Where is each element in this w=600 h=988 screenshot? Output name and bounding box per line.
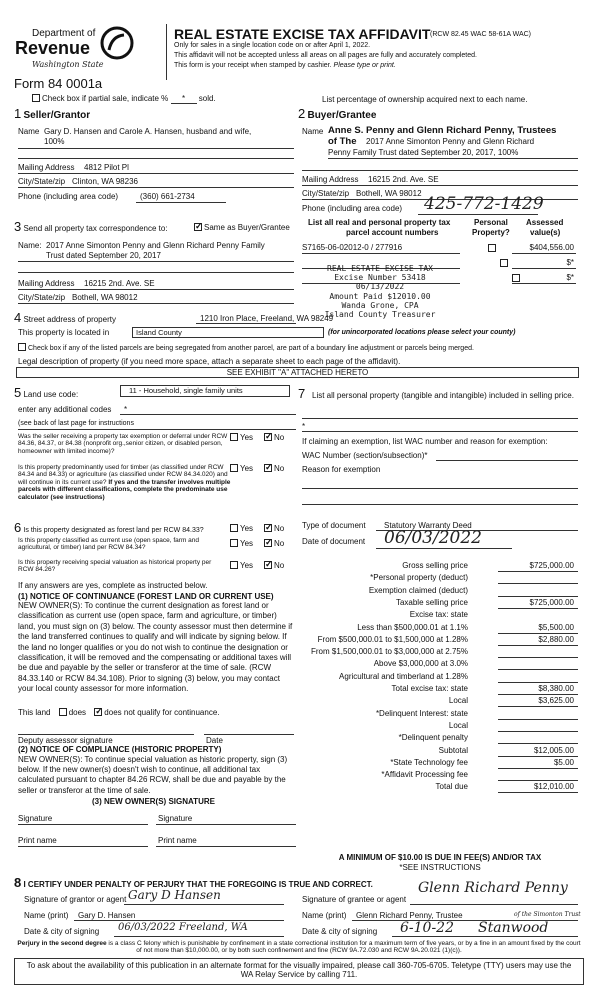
yes-checkbox[interactable] <box>230 561 238 569</box>
tax-row-label: Local <box>448 696 468 706</box>
stamp-line: Amount Paid $12010.00 <box>329 291 431 301</box>
continuance-row: This land does ✓ does not qualify for continuance. <box>18 708 219 717</box>
stamp-line: Wanda Grone, CPA <box>341 300 419 310</box>
tax-row-label: Total due <box>435 782 468 792</box>
accessibility-note: To ask about the availability of this publication in an alternate format for the visually impaired, please call 360-705-6705. Teletype (TTY) users may use the WA Relay Service by calling 711. <box>26 961 572 980</box>
doc-date-label: Date of document <box>302 537 366 546</box>
parcel-assess-2: value(s) <box>530 228 561 237</box>
corr-same: ✓ Same as Buyer/Grantee <box>194 223 290 232</box>
tax-row-label: *State Technology fee <box>390 757 468 767</box>
sec6-p1: NEW OWNER(S): To continue the current designation as forest land or classification as current use (open space, farm and agriculture, or timber) land, you must sign on (3) below. The county assessor must then determine if the land transferred continues to qualify and will indicate by signing below. If the land no longer qualifies or you do not wish to continue the designation or classification, it will be removed and the compensating or additional taxes will be due and payable by the seller or transferor at the time of sale. (RCW 84.33.140 or RCW 84.34.108). Prior to signing (3) below, you may contact your local county assessor for more information. <box>18 601 293 694</box>
dept-sub: Washington State <box>32 60 104 69</box>
no-checkbox[interactable] <box>264 433 272 441</box>
grantee-date[interactable]: 6-10-22 <box>400 920 454 936</box>
no-checkbox[interactable] <box>264 561 272 569</box>
yes-checkbox[interactable] <box>230 464 238 472</box>
sec6-q3: Is this property receiving special valuation as historical property per RCW 84.26? <box>18 559 212 574</box>
segregate-note: Check box if any of the listed parcels are being segregated from another parcel, are part of a boundary line adjustment or parcels being merged. <box>18 343 474 352</box>
tax-row-value[interactable]: $725,000.00 <box>529 597 574 607</box>
assessed-value[interactable]: $404,556.00 <box>529 243 574 252</box>
tax-row-label: *Personal property (deduct) <box>370 573 468 583</box>
seller-mail[interactable]: 4812 Pilot Pl <box>84 163 129 172</box>
pct-note: List percentage of ownership acquired next to each name. <box>322 95 528 104</box>
wac-number[interactable]: * <box>424 451 428 460</box>
grantee-trust[interactable]: of the Simonton Trust <box>514 911 581 918</box>
sec6-q1-yes: Yes <box>230 524 253 533</box>
grantee-name[interactable]: Glenn Richard Penny, Trustee <box>356 911 463 920</box>
dept-top: Department of <box>32 28 96 39</box>
grantor-sig-label: Signature of grantor or agent <box>24 895 127 904</box>
sec6-q1-no: ✓ No <box>264 524 284 533</box>
buyer-mail[interactable]: 16215 2nd. Ave. SE <box>368 175 439 184</box>
tax-row-label: Local <box>448 720 468 730</box>
personal-property[interactable]: * <box>302 422 306 431</box>
form-title: REAL ESTATE EXCISE TAX AFFIDAVIT <box>174 26 431 42</box>
parcel-pers-2: Property? <box>472 228 510 237</box>
grantee-signature[interactable]: Glenn Richard Penny <box>418 880 568 896</box>
tax-row-label: *Affidavit Processing fee <box>381 770 468 780</box>
perjury-note: Perjury in the second degree is a class C felony which is punishable by confinement in a state correctional institution for a maximum term of five years, or by a fine in an amount fixed by the court of not more than $10,000.00, or by both such confinement and fine (RCW 9A.72.030 and RCW 9A.20.021 (1)(c)). <box>17 940 581 955</box>
see-instructions: (see back of last page for instructions <box>18 420 134 427</box>
tax-row-label: Taxable selling price <box>395 597 468 607</box>
buyer-name-3[interactable]: Penny Family Trust dated September 20, 2017, 100% <box>328 148 519 157</box>
form-note-2: This affidavit will not be accepted unless all areas on all pages are fully and accurately completed. <box>174 52 477 59</box>
grantor-date[interactable]: 06/03/2022 Freeland, WA <box>118 922 248 933</box>
form-number: Form 84 0001a <box>14 76 103 91</box>
sec6-h2: (2) NOTICE OF COMPLIANCE (HISTORIC PROPERTY) <box>18 745 222 754</box>
same-as-buyer-checkbox[interactable] <box>194 223 202 231</box>
seller-section: 1 Seller/Grantor <box>14 106 91 121</box>
grantee-date-label: Date & city of signing <box>302 927 378 936</box>
cert-title: 8 I CERTIFY UNDER PENALTY OF PERJURY THAT THE FOREGOING IS TRUE AND CORRECT. <box>14 875 373 890</box>
seller-mail-label: Mailing Address <box>18 163 75 172</box>
stamp-line: REAL ESTATE EXCISE TAX <box>327 264 433 273</box>
doc-type-label: Type of document <box>302 521 366 530</box>
stamp-line: Island County Treasurer <box>324 310 436 320</box>
q-timber: Is this property predominantly used for timber (as classified under RCW 84.34 and 84.33) or agriculture (as classified under RCW 84.34.020) and will continue in its current use? If yes and the transfer involves multiple parcels with different classifications, complete the predominate use calculator (see instructions) <box>18 464 231 501</box>
sec6-q1: 6 Is this property designated as forest land per RCW 84.33? <box>14 520 204 535</box>
street-address[interactable]: 1210 Iron Place, Freeland, WA 98249 <box>200 314 334 323</box>
buyer-name-1[interactable]: Anne S. Penny and Glenn Richard Penny, Trustees <box>328 125 557 136</box>
location-note: (for unincorporated locations please select your county) <box>328 329 516 336</box>
reason-label: Reason for exemption <box>302 465 381 474</box>
stamp-line: 06/13/2022 <box>355 282 405 292</box>
seller-city-label: City/State/zip <box>18 177 66 186</box>
seller-city[interactable]: Clinton, WA 98236 <box>72 177 138 186</box>
sec6-q3-no: ✓ No <box>264 561 284 570</box>
yes-checkbox[interactable] <box>230 433 238 441</box>
sec6-h3: (3) NEW OWNER(S) SIGNATURE <box>92 797 215 806</box>
addl-codes[interactable]: * <box>124 405 128 414</box>
q-timber-no: ✓ No <box>264 464 284 473</box>
corr-mail-label: Mailing Address <box>18 279 75 288</box>
q-exemption: Was the seller receiving a property tax exemption or deferral under RCW 84.36, 84.37, or 84.38 (nonprofit org.,senior citizen, or disabled person, homeowner with limited income)? <box>18 433 228 455</box>
grantee-city[interactable]: Stanwood <box>478 920 549 936</box>
tax-row-label: Agricultural and timberland at 1.28% <box>339 671 468 681</box>
grantor-date-label: Date & city of signing <box>24 927 100 936</box>
tax-row-label: Less than $500,000.01 at 1.1% <box>357 622 468 632</box>
parcel-head-1: List all real and personal property tax <box>308 218 451 227</box>
tax-row-label: Excise tax: state <box>409 610 468 620</box>
corr-name-1[interactable]: 2017 Anne Simonton Penny and Glenn Richard Penny Family <box>46 241 265 250</box>
partial-sale: Check box if partial sale, indicate % * sold. <box>32 94 216 104</box>
buyer-section: 2 Buyer/Grantee <box>298 106 377 121</box>
dept-name: Revenue <box>15 38 91 58</box>
assessed-value[interactable]: $* <box>566 258 574 267</box>
seller-name-2[interactable]: 100% <box>44 137 65 146</box>
tax-row-label: *Delinquent Interest: state <box>375 708 468 718</box>
no-checkbox[interactable] <box>264 464 272 472</box>
grantor-name[interactable]: Gary D. Hansen <box>78 911 136 920</box>
grantor-signature[interactable]: Gary D Hansen <box>128 888 221 902</box>
parcel-pers-1: Personal <box>474 218 508 227</box>
minimum-note: A MINIMUM OF $10.00 IS DUE IN FEE(S) AND/OR TAX <box>338 853 542 862</box>
seller-phone-label: Phone (including area code) <box>18 192 119 201</box>
tax-row-value[interactable]: $3,625.00 <box>538 696 574 706</box>
corr-city[interactable]: Bothell, WA 98012 <box>72 293 138 302</box>
owner-print-label: Print name <box>158 836 197 845</box>
form-note-3: This form is your receipt when stamped by cashier. Please type or print. <box>174 62 396 69</box>
grantee-sig-label: Signature of grantee or agent <box>302 895 407 904</box>
partial-pct[interactable]: * <box>171 94 197 104</box>
sec6-ifany: If any answers are yes, complete as instructed below. <box>18 581 208 590</box>
form-rcw: (RCW 82.45 WAC 58-61A WAC) <box>430 31 532 38</box>
street-section: 4 Street address of property <box>14 310 116 325</box>
buyer-city-label: City/State/zip <box>302 189 350 198</box>
tax-row-label: From $1,500,000.01 to $3,000,000 at 2.75% <box>310 647 468 657</box>
parcel-head-2: parcel account numbers <box>346 228 439 237</box>
parcel-row[interactable]: S7165-06-02012-0 / 277916 <box>302 243 403 252</box>
sec7: 7 <box>298 386 306 401</box>
location-label: This property is located in <box>18 328 110 337</box>
no-checkbox[interactable] <box>264 539 272 547</box>
q-timber-yes: Yes <box>230 464 253 473</box>
land-use-select[interactable]: 11 - Household, single family units <box>120 385 290 397</box>
q-exemption-yes: Yes <box>230 433 253 442</box>
sec6-p2: NEW OWNER(S): To continue special valuation as historic property, sign (3) below. If the new owner(s) doesn't wish to continue, all additional tax calculated pursuant to chapter 84.26 RCW, shall be due and payable by the seller or transferor at the time of sale. <box>18 755 288 795</box>
tax-row-label: Above $3,000,000 at 3.0% <box>373 659 468 669</box>
legal-description-text: SEE EXHIBIT "A" ATTACHED HERETO <box>226 368 369 377</box>
corr-section: 3 Send all property tax correspondence to: <box>14 219 168 234</box>
sec6-q2-yes: Yes <box>230 539 253 548</box>
personal-property-checkbox[interactable] <box>500 259 508 267</box>
form-note-1: Only for sales in a single location code on or after April 1, 2022. <box>174 42 371 49</box>
minimum-see: *SEE INSTRUCTIONS <box>399 863 481 872</box>
wac-label: WAC Number (section/subsection)* <box>302 451 428 460</box>
buyer-name-2[interactable]: 2017 Anne Simonton Penny and Glenn Richard <box>366 137 535 146</box>
yes-checkbox[interactable] <box>230 539 238 547</box>
sec6-q2-no: ✓ No <box>264 539 284 548</box>
does-not-checkbox[interactable] <box>94 708 102 716</box>
buyer-city[interactable]: Bothell, WA 98012 <box>356 189 422 198</box>
revenue-logo-icon <box>100 26 134 60</box>
exemption-label: If claiming an exemption, list WAC number and reason for exemption: <box>302 437 548 446</box>
partial-sale-checkbox[interactable] <box>32 94 40 102</box>
tax-row-label: Subtotal <box>438 745 468 755</box>
yes-checkbox[interactable] <box>230 524 238 532</box>
tax-row-value[interactable]: $725,000.00 <box>529 561 574 570</box>
land-section: 5 Land use code: <box>14 385 79 400</box>
buyer-name-label: Name <box>302 127 324 136</box>
tax-row-label: From $500,000.01 to $1,500,000 at 1.28% <box>317 634 468 644</box>
tax-row-value[interactable]: $2,880.00 <box>538 634 574 644</box>
buyer-name-2b: of The <box>328 136 357 147</box>
q-exemption-no: ✓ No <box>264 433 284 442</box>
treasurer-stamp <box>302 264 458 319</box>
owner-print-label: Print name <box>18 836 57 845</box>
doc-date[interactable]: 06/03/2022 <box>384 528 482 548</box>
legal-description-label: Legal description of property (if you need more space, attach a separate sheet to each page of the affidavit). <box>18 357 401 366</box>
deputy-date-label: Date <box>206 736 223 745</box>
grantor-name-label: Name (print) <box>24 911 69 920</box>
sec7-label: List all personal property (tangible and intangible) included in selling price. <box>312 391 574 400</box>
stamp-line: Excise Number 53418 <box>334 273 426 283</box>
corr-mail[interactable]: 16215 2nd. Ave. SE <box>84 279 155 288</box>
tax-row-label: *Delinquent penalty <box>398 733 468 743</box>
segregate-checkbox[interactable] <box>18 343 26 351</box>
grantee-name-label: Name (print) <box>302 911 347 920</box>
seller-name[interactable]: Gary D. Hansen and Carole A. Hansen, husband and wife, <box>44 127 252 136</box>
corr-name-2[interactable]: Trust dated September 20, 2017 <box>46 251 161 260</box>
corr-city-label: City/State/zip <box>18 293 66 302</box>
buyer-phone[interactable]: 425-772-1429 <box>424 194 544 214</box>
corr-name-label: Name: <box>18 241 42 250</box>
buyer-phone-label: Phone (including area code) <box>302 204 403 213</box>
tax-row-label: Gross selling price <box>402 561 468 570</box>
tax-row-value[interactable]: $8,380.00 <box>538 684 574 693</box>
parcel-assess-1: Assessed <box>526 218 564 227</box>
tax-row-value[interactable]: $5.00 <box>553 757 574 767</box>
does-checkbox[interactable] <box>59 708 67 716</box>
owner-signature-label: Signature <box>158 814 193 823</box>
sec6-h1: (1) NOTICE OF CONTINUANCE (FOREST LAND OR CURRENT USE) <box>18 592 274 601</box>
tax-row-value[interactable]: $12,005.00 <box>533 745 574 755</box>
sec6-q2: Is this property classified as current use (open space, farm and agricultural, or timber) land per RCW 84.34? <box>18 537 200 552</box>
tax-row-value[interactable]: $12,010.00 <box>533 782 574 792</box>
assessed-value[interactable]: $* <box>566 273 574 282</box>
sec6-q3-yes: Yes <box>230 561 253 570</box>
seller-phone[interactable]: (360) 661-2734 <box>140 192 195 201</box>
tax-row-value[interactable]: $5,500.00 <box>538 622 574 632</box>
owner-signature-label: Signature <box>18 814 53 823</box>
buyer-mail-label: Mailing Address <box>302 175 359 184</box>
tax-row-label: Exemption claimed (deduct) <box>368 585 468 595</box>
seller-name-label: Name <box>18 127 40 136</box>
no-checkbox[interactable] <box>264 524 272 532</box>
doc-type[interactable]: Statutory Warranty Deed <box>384 521 472 530</box>
tax-row-label: Total excise tax: state <box>391 684 468 693</box>
addl-codes-label: enter any additional codes <box>18 405 112 414</box>
deputy-signature-label: Deputy assessor signature <box>18 736 113 745</box>
personal-property-checkbox[interactable] <box>488 244 496 252</box>
county-select[interactable]: Island County <box>132 327 324 338</box>
